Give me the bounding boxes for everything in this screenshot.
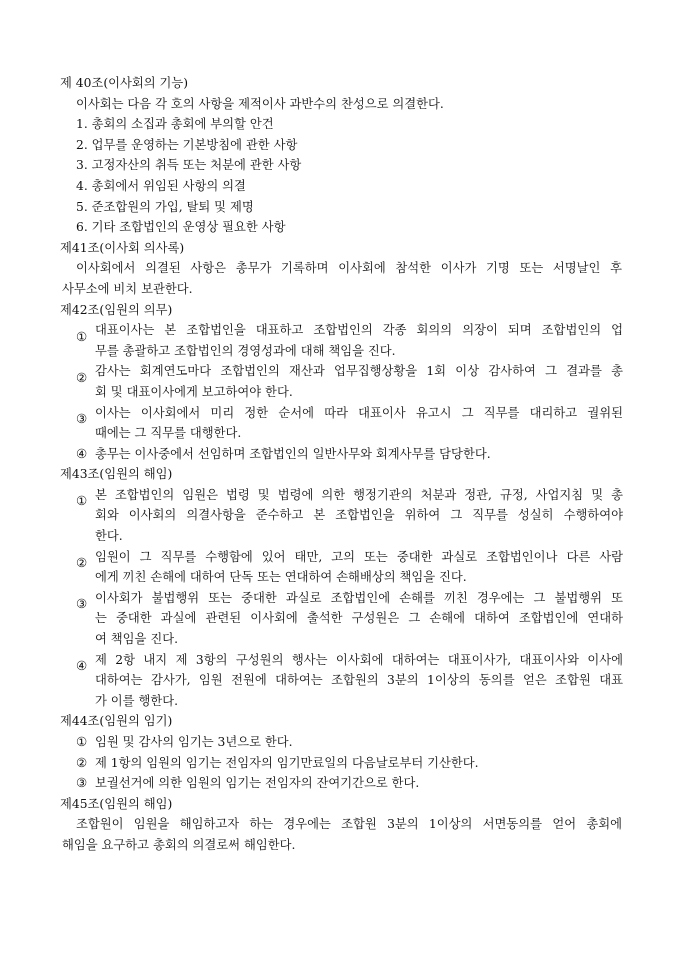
article-41-text-line-2: 사무소에 비치 보관한다.: [62, 281, 193, 296]
article-45-text-line-2: 해임을 요구하고 총회의 의결로써 해임한다.: [62, 837, 296, 852]
article-40-item-1: 1. 총회의 소집과 총회에 부의할 안건: [76, 117, 274, 132]
clause-42-3-line-1: 이사는 이사회에서 미리 정한 순서에 따라 대표이사 유고시 그 직무를 대리하고 궐위된: [95, 405, 623, 420]
clause-42-1-line-1: 대표이사는 본 조합법인을 대표하고 조합법인의 각종 회의의 의장이 되며 조합법인의 업: [95, 323, 623, 338]
document-body: [0, 73, 680, 856]
clause-43-3-mark: ③: [76, 597, 88, 612]
article-41-text-line-1: 이사회에서 의결된 사항은 총무가 기록하며 이사회에 참석한 이사가 기명 또는 서명날인 후: [76, 261, 622, 276]
clause-44-1-mark: ①: [76, 735, 88, 749]
clause-43-1-mark: ①: [76, 494, 88, 509]
clause-42-2-line-1: 감사는 회계연도마다 조합법인의 재산과 업무집행상황을 1회 이상 감사하여 그 결과를 총: [95, 364, 623, 379]
clause-43-4-line-1: 제 2항 내지 제 3항의 구성원의 행사는 이사회에 대하여는 대표이사가, 대표이사와 이사에: [95, 652, 623, 667]
clause-43-4-line-3: 가 이를 행한다.: [95, 693, 178, 708]
article-40-item-6: 6. 기타 조합법인의 운영상 필요한 사항: [76, 220, 286, 235]
clause-43-3-line-1: 이사회가 불법행위 또는 중대한 과실로 조합법인에 손해를 끼친 경우에는 그 불법행위 또: [95, 590, 623, 605]
clause-44-1-line-1: 임원 및 감사의 임기는 3년으로 한다.: [95, 735, 293, 749]
article-41-heading: 제41조(이사회 의사록): [60, 240, 185, 255]
clause-42-4-line-1: 총무는 이사중에서 선임하며 조합법인의 일반사무와 회계사무를 담당한다.: [95, 446, 491, 461]
clause-42-1-mark: ①: [76, 329, 88, 344]
article-40-item-3: 3. 고정자산의 취득 또는 처분에 관한 사항: [76, 158, 302, 173]
clause-42-2-mark: ②: [76, 370, 88, 385]
clause-43-1-line-3: 한다.: [95, 529, 123, 544]
article-40-item-4: 4. 총회에서 위임된 사항의 의결: [76, 178, 246, 193]
clause-43-1-line-2: 회와 이사회의 의결사항을 준수하고 본 조합법인을 위하여 그 직무를 성실히 수행하여야: [95, 508, 623, 523]
clause-44-2-line-1: 제 1항의 임원의 임기는 전임자의 임기만료일의 다음날로부터 기산한다.: [95, 755, 479, 770]
clause-43-1-line-1: 본 조합법인의 임원은 법령 및 법령에 의한 행정기관의 처분과 정관, 규정, 사업지침 및 총: [95, 487, 623, 502]
clause-43-4-mark: ④: [76, 659, 88, 674]
clause-42-1-line-2: 무를 총괄하고 조합법인의 경영성과에 대해 책임을 진다.: [95, 343, 396, 358]
article-45-heading: 제45조(임원의 해임): [60, 796, 173, 811]
clause-44-3-line-1: 보궐선거에 의한 임원의 임기는 전임자의 잔여기간으로 한다.: [95, 776, 420, 791]
article-40-item-5: 5. 준조합원의 가입, 탈퇴 및 제명: [76, 199, 254, 214]
article-43-heading: 제43조(임원의 해임): [60, 467, 173, 482]
clause-43-2-line-2: 에게 끼친 손해에 대하여 단독 또는 연대하여 손해배상의 책임을 진다.: [95, 570, 467, 585]
article-44-heading: 제44조(임원의 임기): [60, 714, 173, 729]
clause-43-2-mark: ②: [76, 556, 88, 571]
article-40-heading: 제 40조(이사회의 기능): [60, 76, 189, 90]
clause-43-3-line-3: 여 책임을 진다.: [95, 632, 178, 647]
clause-42-3-line-2: 때에는 그 직무를 대행한다.: [95, 426, 242, 441]
article-45-text-line-1: 조합원이 임원을 해임하고자 하는 경우에는 조합원 3분의 1이상의 서면동의를 얻어 총회에: [76, 817, 622, 832]
clause-42-3-mark: ③: [76, 412, 88, 427]
clause-43-4-line-2: 대하여는 감사가, 임원 전원에 대하여는 조합원의 3분의 1이상의 동의를 얻은 조합원 대표: [95, 673, 623, 688]
clause-42-4-mark: ④: [76, 446, 88, 461]
article-42-heading: 제42조(임원의 의무): [60, 302, 173, 317]
clause-43-2-line-1: 임원이 그 직무를 수행함에 있어 태만, 고의 또는 중대한 과실로 조합법인이나 다른 사람: [95, 549, 623, 564]
clause-44-3-mark: ③: [76, 776, 88, 791]
article-40-intro: 이사회는 다음 각 호의 사항을 제적이사 과반수의 찬성으로 의결한다.: [76, 96, 444, 111]
clause-44-2-mark: ②: [76, 755, 88, 770]
clause-43-3-line-2: 는 중대한 과실에 관련된 이사회에 출석한 구성원은 그 손해에 대하여 조합법인에 연대하: [95, 611, 623, 626]
clause-42-2-line-2: 회 및 대표이사에게 보고하여야 한다.: [95, 384, 293, 399]
article-40-item-2: 2. 업무를 운영하는 기본방침에 관한 사항: [76, 137, 298, 152]
